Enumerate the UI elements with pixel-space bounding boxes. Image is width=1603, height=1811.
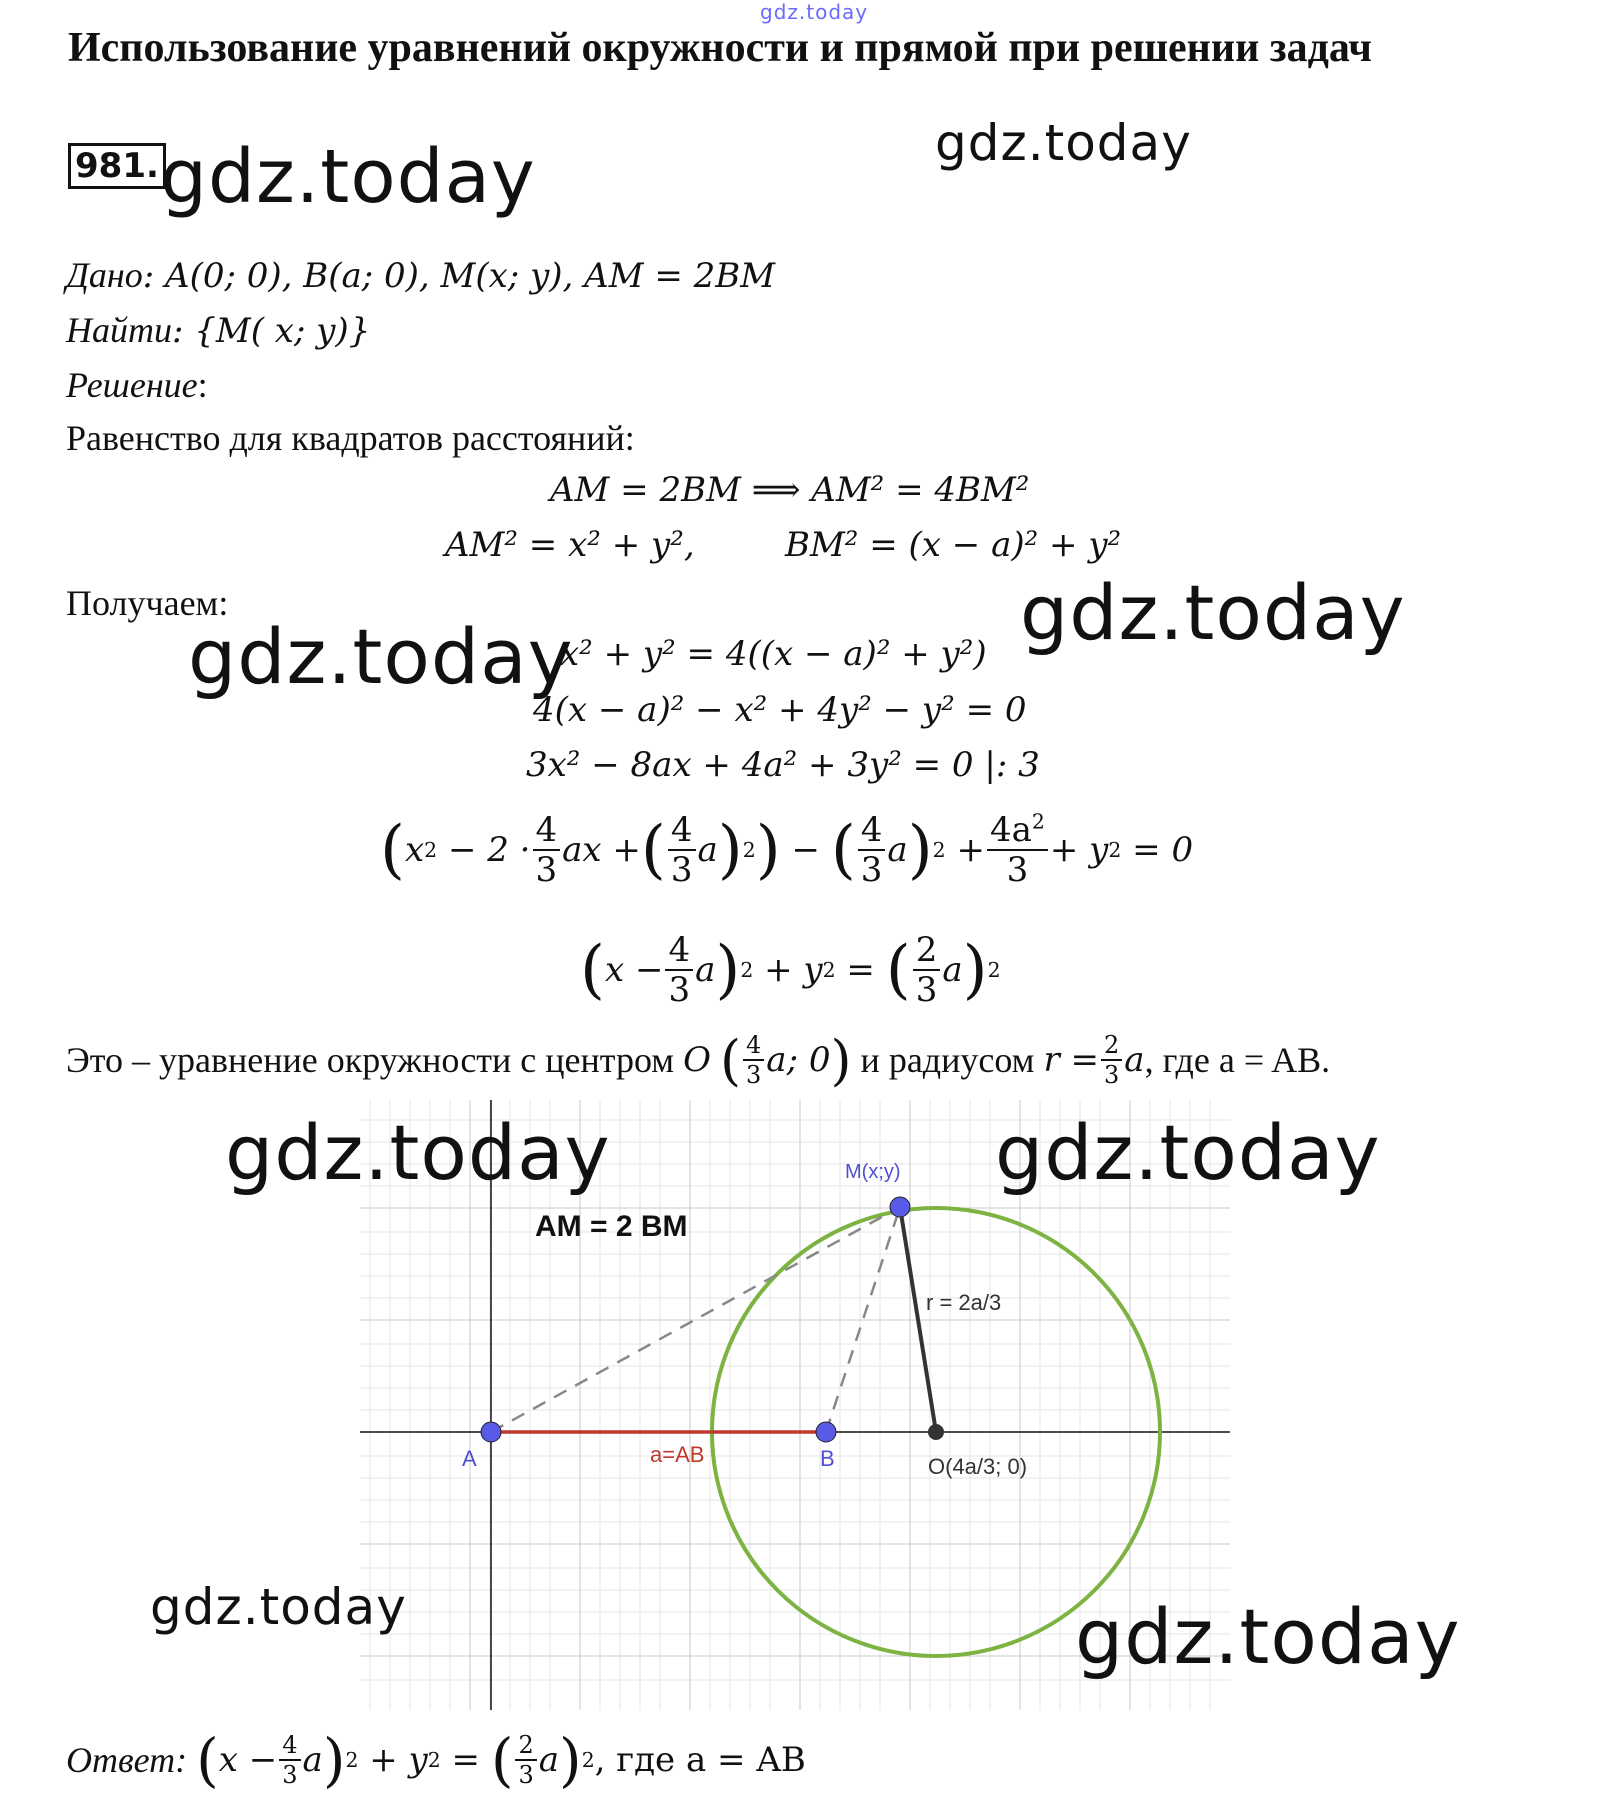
find-value: : {M( x; y)} [172, 311, 371, 351]
conclusion-line: Это – уравнение окружности с центром O ( $\frac{4}{3}$ a; 0 ) и радиусом r = $\frac{2}{3}$ a , где a = AB. [66, 1028, 1331, 1092]
point-b [816, 1422, 836, 1442]
conclusion-suffix: , где a = AB. [1144, 1040, 1331, 1080]
given-line [66, 254, 775, 296]
conclusion-r: r = [1043, 1040, 1100, 1080]
eq2b: BM² = (x − a)² + y² [785, 525, 1122, 565]
problem-number-box: 981. [68, 143, 166, 189]
given-value: : A(0; 0), B(a; 0), M(x; y), AM = 2BM [142, 256, 776, 296]
point-m-label: M(x;y) [845, 1161, 901, 1183]
step1-text: Равенство для квадратов расстояний: [66, 418, 635, 458]
eq4: 4(x − a)² − x² + 4y² − y² = 0 [533, 690, 1027, 730]
conclusion-mid: и радиусом [860, 1040, 1035, 1080]
watermark-7: gdz.today [150, 1578, 407, 1636]
center-label: O(4a/3; 0) [928, 1454, 1028, 1479]
watermark-3: gdz.today [1020, 568, 1406, 657]
page-title: Использование уравнений окружности и прямой при решении задач [68, 25, 1372, 71]
find-line [66, 309, 370, 351]
answer-suffix: , где a = AB [594, 1740, 806, 1780]
point-o [928, 1424, 944, 1440]
watermark-8: gdz.today [1075, 1592, 1461, 1681]
eq7: ( x − $\frac{4}{3}$ a ) 2 + y 2 = ( $\frac{2}{3}$ a ) 2 [580, 930, 1001, 1010]
watermark-2: gdz.today [935, 114, 1192, 172]
segment-label: a=AB [650, 1442, 705, 1467]
conclusion-center: O [683, 1040, 711, 1080]
answer-equation: ( x − $\frac{4}{3}$ a ) 2 + y 2 = ( $\frac{2}{3}$ a ) 2 [196, 1726, 595, 1794]
point-a [481, 1422, 501, 1442]
given-label: Дано [66, 255, 143, 295]
watermark-1: gdz.today [160, 134, 536, 220]
answer-label: Ответ: [66, 1740, 188, 1780]
eq2a: AM² = x² + y², [445, 525, 695, 565]
point-a-label: A [462, 1446, 477, 1471]
conclusion-prefix: Это – уравнение окружности с центром [66, 1040, 675, 1080]
eq5: 3x² − 8ax + 4a² + 3y² = 0 |: 3 [526, 745, 1040, 785]
watermark-5: gdz.today [225, 1108, 611, 1197]
step2-text: Получаем: [66, 583, 229, 623]
equation-label: AM = 2 BM [535, 1210, 688, 1243]
point-m [890, 1197, 910, 1217]
answer-line [66, 1720, 806, 1800]
watermark-4: gdz.today [188, 612, 574, 701]
eq6-frac1: $\frac{4}{3}$ [533, 813, 561, 887]
problem-number [68, 146, 166, 186]
radius-label: r = 2a/3 [926, 1290, 1002, 1315]
solution-colon: : [197, 365, 208, 405]
point-b-label: B [820, 1446, 835, 1471]
solution-line [66, 364, 208, 406]
watermark-6: gdz.today [995, 1108, 1381, 1197]
top-watermark: gdz.today [760, 0, 869, 24]
find-label: Найти [66, 310, 172, 350]
solution-label: Решение [66, 365, 198, 405]
eq3: x² + y² = 4((x − a)² + y²) [560, 634, 987, 674]
eq6: ( x 2 − 2 · $\frac{4}{3}$ ax + ( $\frac{4}{3}$ a ) 2 ) − ( $\frac{4}{3}$ a ) 2 + $\frac{4a^2}{3}$ + y 2 = 0 [380, 809, 1194, 890]
eq1: AM = 2BM ⟹ AM² = 4BM² [550, 470, 1030, 510]
